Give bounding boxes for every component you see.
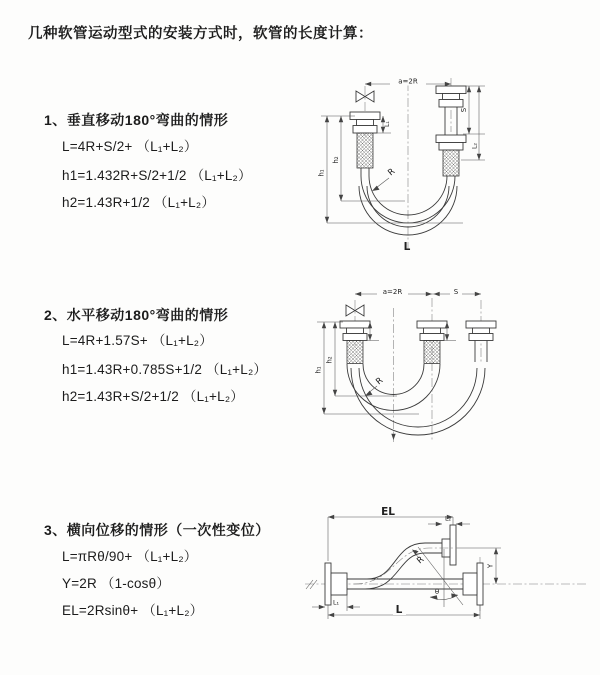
section-2-heading: 2、水平移动180°弯曲的情形 xyxy=(44,307,229,323)
braided-hose-section xyxy=(424,341,440,364)
dim-label-a2r: a=2R xyxy=(398,77,418,86)
dim-label-l1: L₁ xyxy=(384,120,391,128)
formula-line: h2=1.43R+S/2+1/2 （L₁+L₂） xyxy=(62,389,244,404)
centerlines xyxy=(355,298,481,442)
radius-label: R xyxy=(374,375,386,388)
formula-line: h2=1.43R+1/2 （L₁+L₂） xyxy=(62,195,216,210)
middle-pipe-end xyxy=(417,321,447,364)
radius-callout xyxy=(372,167,397,191)
dimension-l1 xyxy=(312,595,360,611)
section-3-heading: 3、横向位移的情形（一次性变位） xyxy=(44,522,270,538)
diagram-horizontal-180-bend xyxy=(297,282,589,452)
length-label: L xyxy=(395,604,403,616)
dimension-a2r xyxy=(365,77,451,86)
dim-label-s: S xyxy=(453,287,459,296)
dim-label-l1: L₁ xyxy=(332,599,340,607)
dim-label-l2: L₂ xyxy=(471,142,479,150)
dimension-s xyxy=(432,288,481,297)
formula-line: L=4R+1.57S+ （L₁+L₂） xyxy=(62,333,213,348)
dim-label-y: Y xyxy=(486,563,495,569)
formula-line: h1=1.432R+S/2+1/2 （L₁+L₂） xyxy=(62,168,252,183)
radius-callout xyxy=(365,376,385,396)
angle-label: θ xyxy=(434,588,440,596)
diagram-lateral-displacement xyxy=(299,499,591,651)
radius-callout xyxy=(412,550,426,567)
braided-hose-section xyxy=(347,341,363,364)
diagram-vertical-180-bend xyxy=(303,70,573,260)
left-pipe-end xyxy=(340,321,370,364)
formula-line: EL=2Rsinθ+ （L₁+L₂） xyxy=(62,603,204,618)
dimension-a2r xyxy=(355,288,432,297)
page-title: 几种软管运动型式的安装方式时，软管的长度计算： xyxy=(28,26,373,42)
braided-hose-section xyxy=(357,133,373,168)
section-1-heading: 1、垂直移动180°弯曲的情形 xyxy=(44,112,229,128)
left-pipe-end xyxy=(350,112,380,168)
hose-u-bend xyxy=(347,364,485,435)
braided-hose-section xyxy=(443,150,459,176)
radius-label: R xyxy=(415,554,427,567)
right-flange xyxy=(463,563,483,605)
formula-line: L=πRθ/90+ （L₁+L₂） xyxy=(62,549,198,564)
length-label: L xyxy=(403,241,411,253)
dim-label-h2: h₂ xyxy=(332,156,340,164)
dim-label-a2r: a=2R xyxy=(382,287,403,296)
formula-line: h1=1.43R+0.785S+1/2 （L₁+L₂） xyxy=(62,362,268,377)
dim-label-h1: h₁ xyxy=(314,366,323,374)
dim-label-h1: h₁ xyxy=(317,169,326,177)
dim-label-s: S xyxy=(460,107,468,113)
formula-line: Y=2R （1-cosθ） xyxy=(62,576,171,591)
dimension-y xyxy=(487,548,499,584)
dim-label-h2: h₂ xyxy=(325,356,334,364)
formula-line: L=4R+S/2+ （L₁+L₂） xyxy=(62,139,198,154)
dim-label-el: EL xyxy=(381,506,395,518)
dimension-l2 xyxy=(472,86,482,160)
dim-label-l2: L₂ xyxy=(444,515,452,523)
radius-label: R xyxy=(386,166,398,179)
